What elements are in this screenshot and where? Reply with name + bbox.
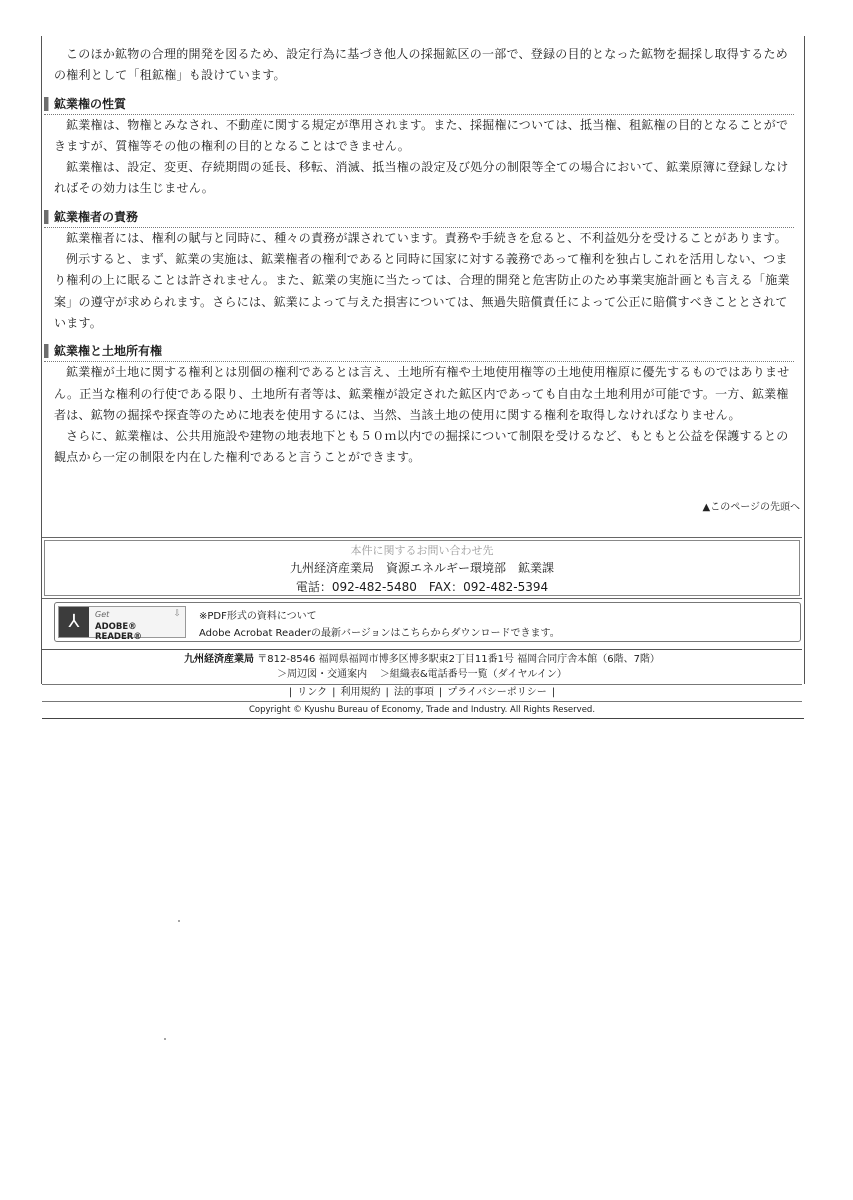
paragraph: 鉱業権は、設定、変更、存続期間の延長、移転、消滅、抵当権の設定及び処分の制限等全ての場合において、鉱業原簿に登録しなければその効力は生じません。 xyxy=(54,160,789,196)
footer-address: 〒812-8546 福岡県福岡市博多区博多駅東2丁目11番1号 福岡合同庁舎本館（6階、7階） xyxy=(257,654,660,665)
contact-box xyxy=(42,537,802,599)
intro-paragraph: このほか鉱物の合理的開発を図るため、設定行為に基づき他人の採掘鉱区の一部で、登録の目的となった鉱物を掘採し取得するための権利として「租鉱権」も設けています。 xyxy=(54,47,789,83)
reader-label: ADOBE® READER® xyxy=(95,622,142,642)
page-top-link[interactable]: ▲このページの先頭へ xyxy=(702,502,800,513)
bottom-rule xyxy=(42,718,804,719)
adobe-logo-icon: ⅄ xyxy=(59,607,89,637)
adobe-download-link[interactable]: Adobe Acrobat Readerの最新バージョンはこちらからダウンロードできます。 xyxy=(199,628,560,639)
contact-inner xyxy=(44,540,800,596)
footer-link-legal[interactable]: 法的事項 xyxy=(393,687,434,698)
page-frame xyxy=(41,36,805,715)
section-heading-nature xyxy=(44,94,794,115)
contact-dept: 九州経済産業局 資源エネルギー環境部 鉱業課 xyxy=(289,561,554,575)
footer-links: | リンク | 利用規約 | 法的事項 | プライバシーポリシー | xyxy=(42,684,802,702)
paragraph: 鉱業権者には、権利の賦与と同時に、種々の責務が課されています。責務や手続きを怠ると、不利益処分を受けることがあります。 xyxy=(66,230,787,245)
scan-speck xyxy=(178,920,180,922)
section-heading-duties xyxy=(44,207,794,228)
footer-org: 九州経済産業局 xyxy=(184,654,255,665)
footer-link-privacy[interactable]: プライバシーポリシー xyxy=(447,687,547,698)
section-heading-land xyxy=(44,341,794,362)
footer xyxy=(42,649,802,718)
section-title: 鉱業権と土地所有権 xyxy=(54,344,163,359)
pdf-info-box xyxy=(54,602,801,642)
paragraph: さらに、鉱業権は、公共用施設や建物の地表地下とも５０ｍ以内での掘採について制限を受けるなど、もともと公益を保護するとの観点から一定の制限を内在した権利であると言うことができます。 xyxy=(54,429,789,465)
paragraph: 鉱業権が土地に関する権利とは別個の権利であるとは言え、土地所有権や土地使用権等の土地使用権原に優先するものではありません。正当な権利の行使である限り、土地所有者等は、鉱業権が設定された鉱区内であっても自由な土地利用が可能です。一方、鉱業権者は、鉱物の掘採や探査等のために地表を使用するには、当然、当該土地の使用に関する権利を取得しなければなりません。 xyxy=(54,365,790,422)
get-label: Get xyxy=(95,610,110,619)
adobe-reader-button[interactable] xyxy=(58,606,186,642)
footer-link-links[interactable]: リンク xyxy=(297,687,328,698)
heading-bar-icon xyxy=(44,97,49,111)
download-icon: ⇩ xyxy=(173,609,181,619)
contact-title: 本件に関するお問い合わせ先 xyxy=(350,544,494,557)
main-content xyxy=(54,44,794,469)
phone-list-link[interactable]: ＞組織表&電話番号一覧（ダイヤルイン） xyxy=(379,669,567,680)
section-title: 鉱業権の性質 xyxy=(54,96,127,111)
pdf-note: ※PDF形式の資料について xyxy=(199,611,317,622)
paragraph: 例示すると、まず、鉱業の実施は、鉱業権者の権利であると同時に国家に対する義務であって権利を独占しこれを活用しない、つまり権利の上に眠ることは許されません。また、鉱業の実施に当たっては、合理的開発と危害防止のため事業実施計画とも言える「施業案」の遵守が求められます。さらには、鉱業によって与えた損害については、無過失賠償責任によって公正に賠償すべきこととされています。 xyxy=(54,252,790,330)
footer-link-terms[interactable]: 利用規約 xyxy=(340,687,381,698)
paragraph: 鉱業権は、物権とみなされ、不動産に関する規定が準用されます。また、採掘権については、抵当権、租鉱権の目的となることができますが、質権等その他の権利の目的となることはできません。 xyxy=(54,117,789,153)
section-title: 鉱業権者の責務 xyxy=(54,209,139,224)
copyright: Copyright © Kyushu Bureau of Economy, Trade and Industry. All Rights Reserved. xyxy=(248,705,596,715)
heading-bar-icon xyxy=(44,210,49,224)
footer-nav xyxy=(42,667,802,682)
scan-speck xyxy=(164,1038,166,1040)
footer-address-line xyxy=(42,652,802,667)
contact-phone: 電話：092-482-5480 FAX：092-482-5394 xyxy=(295,580,549,594)
heading-bar-icon xyxy=(44,344,49,358)
access-map-link[interactable]: ＞周辺図・交通案内 xyxy=(277,669,368,680)
